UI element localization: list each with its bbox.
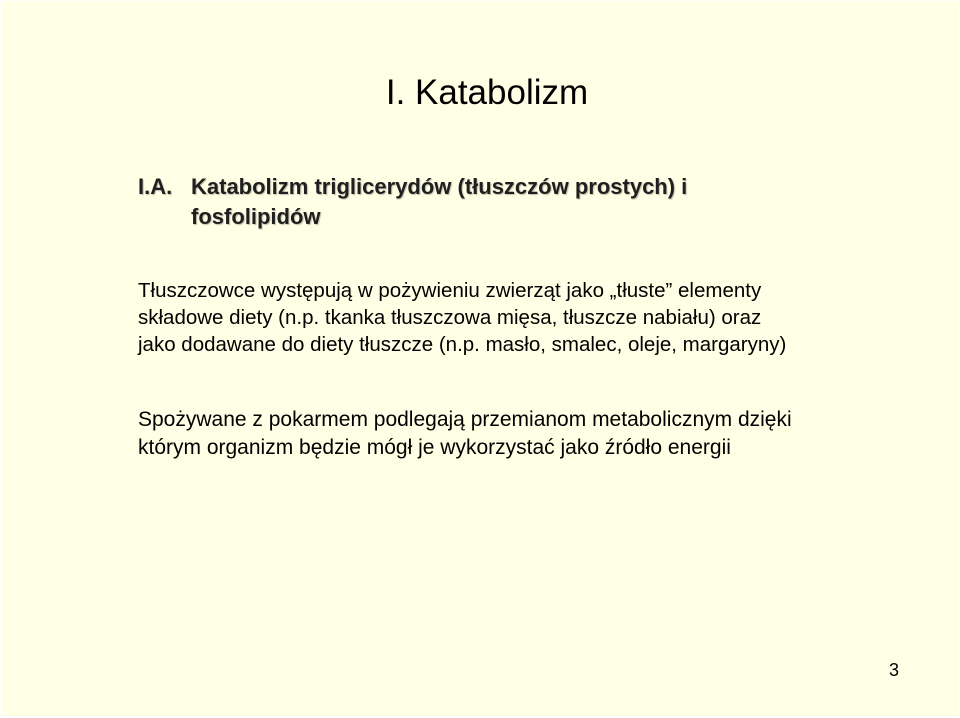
page-number: 3 — [888, 660, 899, 680]
paragraph-line: Tłuszczowce występują w pożywieniu zwierząt jako „tłuste” elementy — [138, 279, 762, 302]
section-heading-line-1: Katabolizm triglicerydów (tłuszczów prostych) i — [191, 174, 688, 199]
paragraph-fats-sources — [138, 277, 786, 358]
paragraph-line: którym organizm będzie mógł je wykorzystać jako źródło energii — [138, 436, 731, 459]
paragraph-line: składowe diety (n.p. tkanka tłuszczowa mięsa, tłuszcze nabiału) oraz — [138, 306, 762, 329]
slide — [1, 1, 959, 716]
paragraph-metabolism — [138, 406, 792, 462]
section-heading-line-2: fosfolipidów — [191, 204, 321, 229]
paragraph-line: Spożywane z pokarmem podlegają przemianom metabolicznym dzięki — [138, 408, 792, 431]
section-heading — [138, 172, 858, 232]
section-number: I.A. — [138, 174, 173, 199]
paragraph-line: jako dodawane do diety tłuszcze (n.p. masło, smalec, oleje, margaryny) — [138, 333, 787, 356]
slide-title: I. Katabolizm — [385, 73, 589, 112]
